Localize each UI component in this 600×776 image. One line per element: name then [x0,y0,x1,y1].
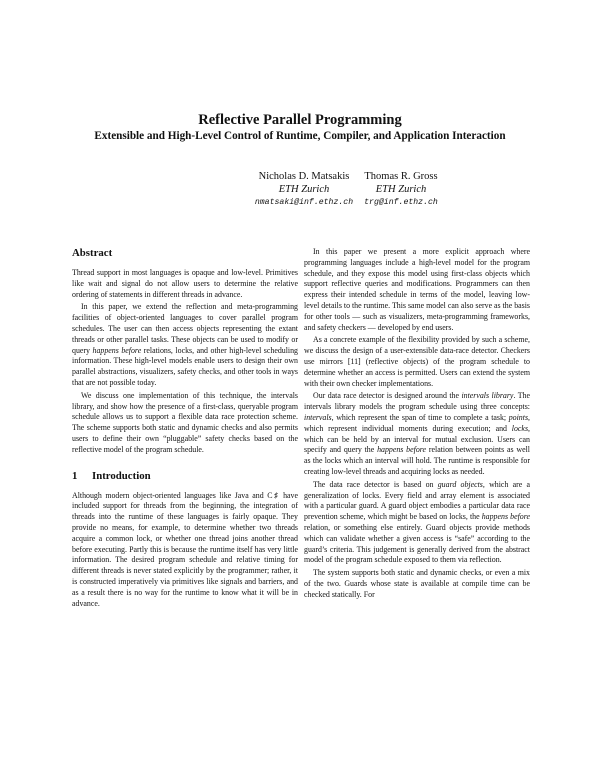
author-block [346,170,456,209]
intro-heading [72,470,298,483]
author-affiliation: ETH Zurich [375,184,427,195]
text-run: , which represent individual moments during execution; and [304,412,530,433]
author-affiliation: ETH Zurich [278,184,330,195]
text-emphasis: happens before [377,445,427,455]
paper-title: Reflective Parallel Programming [198,112,402,128]
abstract-paragraph [72,302,298,388]
author-name: Thomas R. Gross [364,171,438,182]
body-paragraph: In this paper we present a more explicit approach where programming languages include a high-level model for the program schedule, and they expose this model using first-class objects which support reflective queries and modifications. Programmers can then express their intended schedule in terms of the model, leaving low-level details to the runtime. This same model can also serve as the basis for other tools — such as visualizers, meta-programming frameworks, and safety checkers — developed by end users. [304,247,530,332]
body-paragraph [304,480,530,566]
body-paragraph [304,391,530,477]
text-run: relation between points as well as the locks which an interval will hold. The runtime is responsible for creating low-level threads and acquiring locks as needed. [304,445,530,476]
text-run: Our data race detector is designed around the [313,391,462,401]
text-run: , which are a generalization of locks. Every field and array element is associated with a particular guard. A guard object embodies a particular data race prevention scheme, which might be based on locks, the [304,479,530,522]
right-column [304,247,530,601]
left-column [72,247,298,609]
author-name: Nicholas D. Matsakis [258,171,350,182]
abstract-paragraph: Thread support in most languages is opaque and low-level. Primitives like wait and signal do not allow users to determine the relative ordering of statements in different threads in advance. [72,268,298,299]
text-emphasis: intervals library [461,391,514,401]
author-email: trg@inf.ethz.ch [364,198,438,207]
section-title: Introduction [92,469,151,482]
author-email: nmatsaki@inf.ethz.ch [254,198,354,207]
text-emphasis: guard objects [437,479,483,489]
text-emphasis: locks [511,423,529,433]
text-run: . The intervals library models the program schedule using three concepts: [304,391,531,412]
abstract-paragraph: We discuss one implementation of this technique, the intervals library, and show how the presence of a first-class, queryable program schedule allows us to support a flexible data race protection scheme. The scheme supports both static and dynamic checks and also permits users to define their own “pluggable” safety checks based on the reflective model of the program schedule. [72,390,298,454]
text-run: In this paper, we extend the reflection and meta-programming facilities of object-oriented languages to cover parallel program schedules. The user can then access objects representing the extant threads or other parallel tasks. These objects can be used to modify or query [72,302,298,355]
intro-paragraph: Although modern object-oriented languages like Java and C♯ have included support for threads from the beginning, the integration of threads into the runtime of these languages is fairly opaque. They provide no means, for example, to determine whether two threads acquire a common lock, or whether one thread joins another thread before executing. Partly this is because the runtime itself has very little information. The desired program schedule and relative timing for different threads is never stated explicitly by the programmer; rather, it is constructed imperatively via primitives like signals and barriers, and as a result there is no way for the runtime to know what it will be in advance. [72,490,298,608]
paper-subtitle: Extensible and High-Level Control of Runtime, Compiler, and Application Interaction [94,130,506,142]
text-run: , which can be held by an interval for mutual exclusion. Users can specify and query the [304,423,530,455]
text-emphasis: intervals [304,412,332,422]
text-run: The data race detector is based on [313,479,438,489]
text-run: relation, or something else entirely. Guard objects provide methods which can validate whether a given access is “safe” according to the guard’s criteria. This judgement is generally derived from the abstract model of the program schedule exposed to them via reflection. [304,522,530,565]
text-emphasis: happens before [481,512,531,522]
text-emphasis: happens before [92,345,142,355]
body-paragraph: The system supports both static and dynamic checks, or even a mix of the two. Guards whose state is available at compile time can be checked statically. For [304,568,530,599]
section-number: 1 [72,469,78,482]
abstract-heading: Abstract [72,247,113,259]
text-emphasis: points [508,412,529,422]
text-run: relations, locks, and other high-level scheduling information. These high-level models enable users to design their own parallel abstractions, visualizers, safety checks, and other tools in ways that are not possible today. [72,345,298,387]
text-run: , which represent the span of time to complete a task; [331,412,509,422]
body-paragraph: As a concrete example of the flexibility provided by such a scheme, we discuss the design of a user-extensible data-race detector. Checkers use mirrors [11] (reflective objects) of the program schedule to determine whether an access is permitted. Users can extend the system with their own checker implementations. [304,335,530,388]
